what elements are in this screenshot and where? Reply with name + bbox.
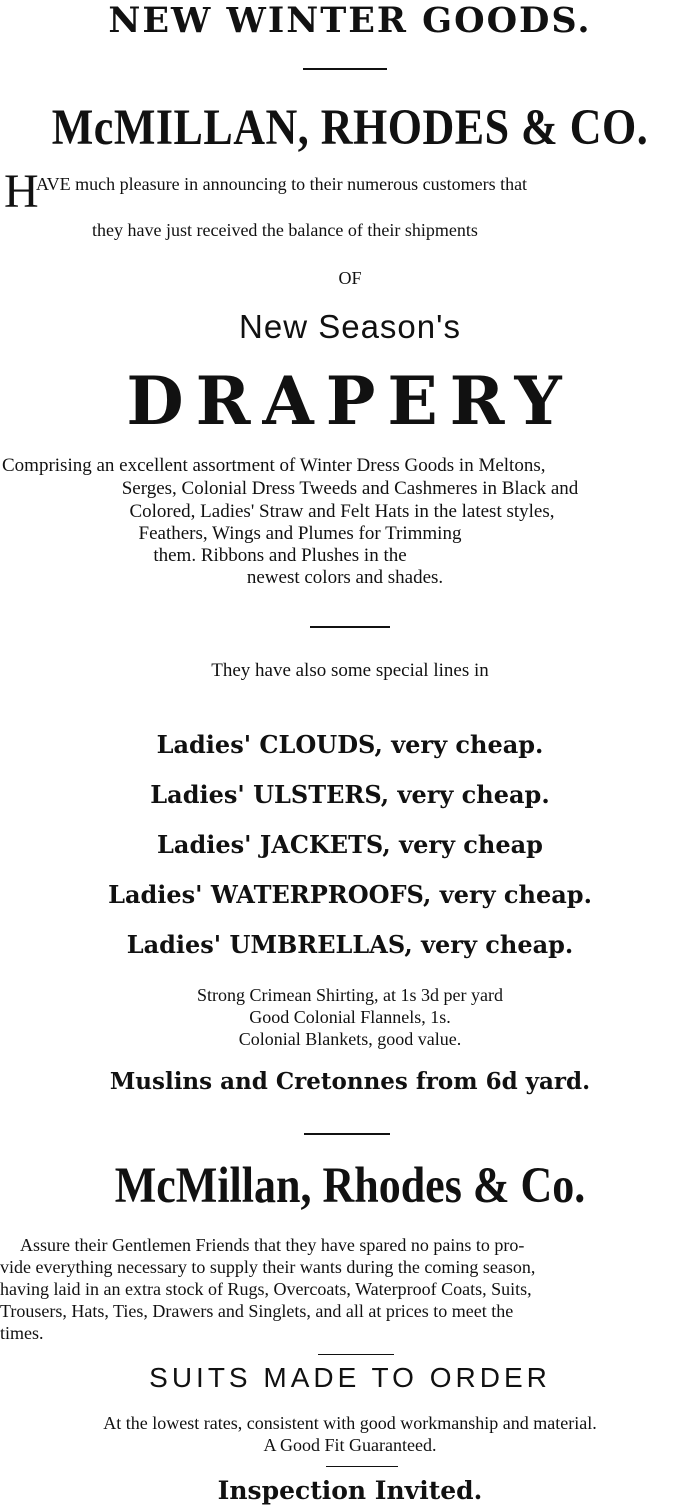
special-line: Ladies' UMBRELLAS, very cheap. xyxy=(126,930,574,959)
goods-line: Good Colonial Flannels, 1s. xyxy=(249,1007,451,1027)
divider xyxy=(304,1133,390,1135)
goods-line: Strong Crimean Shirting, at 1s 3d per yard xyxy=(197,985,503,1005)
goods-line: Colonial Blankets, good value. xyxy=(238,1029,462,1049)
divider xyxy=(326,1466,398,1467)
muslins-line: Muslins and Cretonnes from 6d yard. xyxy=(109,1068,591,1095)
divider xyxy=(318,1354,394,1355)
comprising-line: Feathers, Wings and Plumes for Trimming xyxy=(138,523,462,544)
intro-line-1: AVE much pleasure in announcing to their numerous customers that xyxy=(36,174,528,194)
divider xyxy=(303,68,387,70)
special-line: Ladies' JACKETS, very cheap xyxy=(157,830,543,859)
gentlemen-line: vide everything necessary to supply their wants during the coming season, xyxy=(0,1257,536,1277)
intro-line-2: they have just received the balance of their shipments xyxy=(92,220,478,240)
headline: NEW WINTER GOODS. xyxy=(108,0,592,41)
comprising-line: Colored, Ladies' Straw and Felt Hats in the latest styles, xyxy=(129,501,555,522)
of-label: OF xyxy=(338,268,362,288)
drop-cap: H xyxy=(4,165,39,218)
season-heading: New Season's xyxy=(239,308,461,345)
firm-name-top: McMILLAN, RHODES & CO. xyxy=(51,99,649,156)
gentlemen-line: times. xyxy=(0,1323,44,1343)
special-line: Ladies' CLOUDS, very cheap. xyxy=(156,730,544,759)
inspection-line: Inspection Invited. xyxy=(217,1476,483,1505)
gentlemen-line: having laid in an extra stock of Rugs, Overcoats, Waterproof Coats, Suits, xyxy=(0,1279,532,1299)
divider xyxy=(310,626,390,628)
lowest-line: A Good Fit Guaranteed. xyxy=(263,1435,437,1455)
special-lines-intro: They have also some special lines in xyxy=(211,660,489,681)
comprising-line: newest colors and shades. xyxy=(246,567,444,588)
drapery-heading: DRAPERY xyxy=(126,362,574,440)
special-line: Ladies' WATERPROOFS, very cheap. xyxy=(108,880,592,909)
suits-heading: SUITS MADE TO ORDER xyxy=(149,1362,551,1393)
gentlemen-line: Trousers, Hats, Ties, Drawers and Singlets, and all at prices to meet the xyxy=(0,1301,514,1321)
comprising-line: Comprising an excellent assortment of Winter Dress Goods in Meltons, xyxy=(2,455,546,476)
special-line: Ladies' ULSTERS, very cheap. xyxy=(150,780,550,809)
firm-name-bottom: McMillan, Rhodes & Co. xyxy=(114,1157,586,1214)
comprising-line: Serges, Colonial Dress Tweeds and Cashmeres in Black and xyxy=(121,478,579,499)
lowest-line: At the lowest rates, consistent with good workmanship and material. xyxy=(103,1413,597,1433)
gentlemen-line: Assure their Gentlemen Friends that they have spared no pains to pro- xyxy=(20,1235,525,1255)
comprising-line: them. Ribbons and Plushes in the xyxy=(153,545,407,566)
